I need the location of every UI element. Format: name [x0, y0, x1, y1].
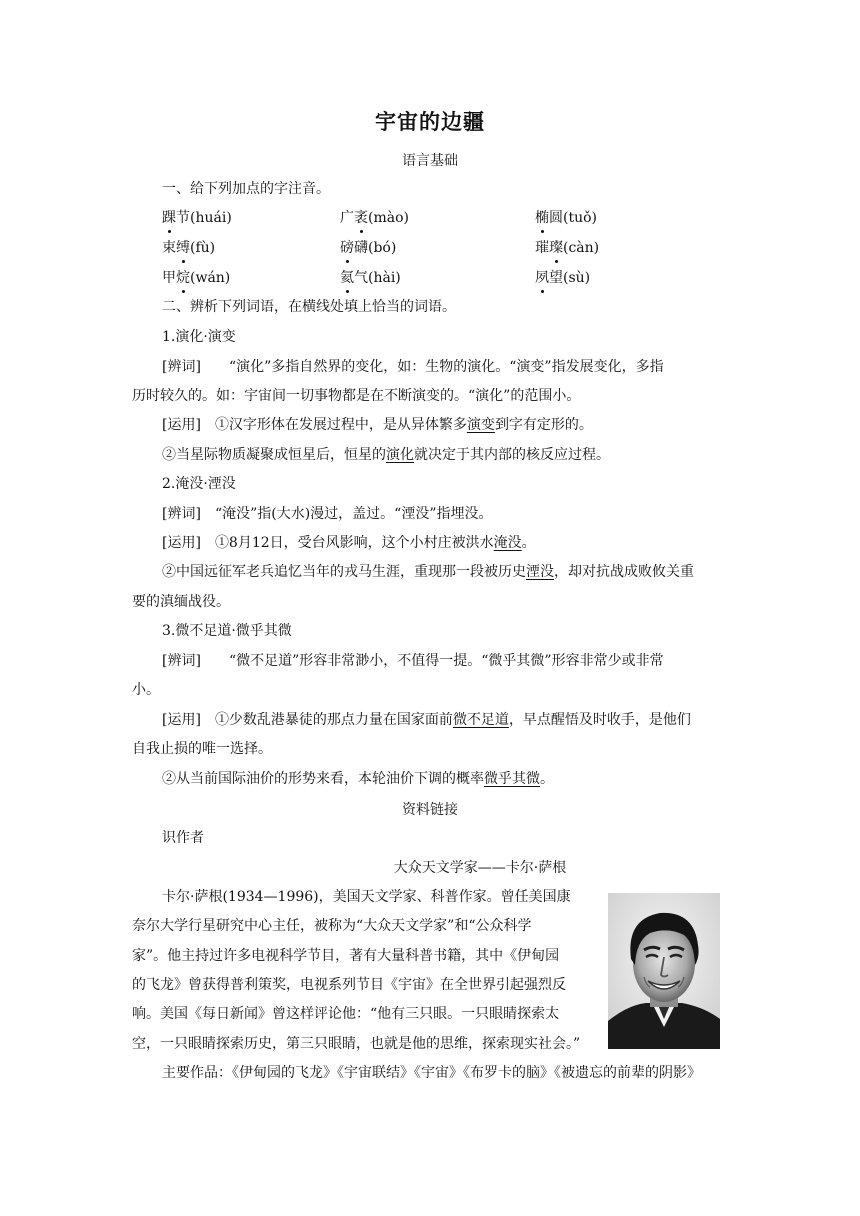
- yunyong-line: ②中国远征军老兵追忆当年的戎马生涯，重现那一段被历史湮没，却对抗战成败攸关重: [162, 564, 694, 580]
- yunyong-line: [运用] ①汉字形体在发展过程中，是从异体繁多演变到字有定形的。: [162, 417, 593, 433]
- pinyin-item: 束缚(fù): [162, 240, 216, 256]
- bianci-line: 历时较久的。如：宇宙间一切事物都是在不断演变的。“演化”的范围小。: [132, 388, 581, 404]
- word-pair-heading: 3.微不足道·微乎其微: [162, 623, 292, 639]
- yunyong-line: [运用] ①少数乱港暴徒的那点力量在国家面前微不足道，早点醒悟及时收手，是他们: [162, 712, 691, 728]
- answer-blank: 微不足道: [452, 712, 509, 728]
- bianci-line: [辨词] “淹没”指(大水)漫过，盖过。“湮没”指埋没。: [162, 506, 493, 522]
- main-works: 主要作品：《伊甸园的飞龙》《宇宙联结》《宇宙》《布罗卡的脑》《被遗忘的前辈的阴影》: [162, 1065, 701, 1081]
- answer-blank: 湮没: [526, 564, 554, 580]
- yunyong-line: ②从当前国际油价的形势来看，本轮油价下调的概率微乎其微。: [162, 771, 554, 787]
- bio-line: 家”。他主持过许多电视科学节目，著有大量科普书籍，其中《伊甸园: [132, 948, 560, 964]
- answer-blank: 演变: [466, 417, 495, 433]
- answer-blank: 淹没: [493, 535, 522, 551]
- yunyong-line: 自我止损的唯一选择。: [132, 741, 272, 757]
- pinyin-item: 夙望(sù): [535, 270, 591, 286]
- page-title: 宇宙的边疆: [375, 110, 485, 134]
- answer-blank: 演化: [386, 447, 414, 463]
- pinyin-item: 氦气(hài): [340, 270, 401, 286]
- bio-line: 响。美国《每日新闻》曾这样评论他：“他有三只眼。一只眼睛探索太: [132, 1006, 560, 1022]
- bio-line: 奈尔大学行星研究中心主任，被称为“大众天文学家”和“公众科学: [132, 918, 532, 934]
- pinyin-item: 磅礴(bó): [340, 240, 397, 256]
- pinyin-item: 璀璨(càn): [535, 240, 600, 256]
- bio-line: 卡尔·萨根(1934—1996)，美国天文学家、科普作家。曾任美国康: [162, 889, 571, 905]
- bio-line: 空，一只眼睛探索历史，第三只眼睛，也就是他的思维，探索现实社会。”: [132, 1036, 581, 1052]
- bianci-line: 小。: [132, 682, 160, 698]
- author-title: 大众天文学家——卡尔·萨根: [393, 860, 567, 876]
- word-pair-heading: 2.淹没·湮没: [162, 476, 236, 492]
- section-language-basics: 语言基础: [402, 153, 458, 169]
- question-1: 一、给下列加点的字注音。: [162, 181, 330, 197]
- author-portrait: [608, 893, 720, 1049]
- pinyin-item: 广袤(mào): [340, 210, 409, 226]
- answer-blank: 微乎其微: [484, 771, 540, 787]
- question-2: 二、辨析下列词语，在横线处填上恰当的词语。: [162, 299, 456, 315]
- yunyong-line: ②当星际物质凝聚成恒星后，恒星的演化就决定于其内部的核反应过程。: [162, 447, 610, 463]
- yunyong-line: [运用] ①8月12日，受台风影响，这个小村庄被洪水淹没。: [162, 535, 536, 551]
- bianci-line: [辨词] “微不足道”形容非常渺小，不值得一提。“微乎其微”形容非常少或非常: [162, 653, 664, 669]
- bio-line: 的飞龙》曾获得普利策奖，电视系列节目《宇宙》在全世界引起强烈反: [132, 977, 566, 993]
- yunyong-line: 要的滇缅战役。: [132, 594, 230, 610]
- pinyin-item: 甲烷(wán): [162, 270, 231, 286]
- section-resource-link: 资料链接: [402, 802, 458, 818]
- word-pair-heading: 1.演化·演变: [162, 329, 236, 345]
- pinyin-item: 椭圆(tuǒ): [535, 210, 597, 226]
- bianci-line: [辨词] “演化”多指自然界的变化，如：生物的演化。“演变”指发展变化，多指: [162, 359, 664, 375]
- author-heading: 识作者: [162, 830, 204, 846]
- pinyin-item: 踝节(huái): [162, 210, 232, 226]
